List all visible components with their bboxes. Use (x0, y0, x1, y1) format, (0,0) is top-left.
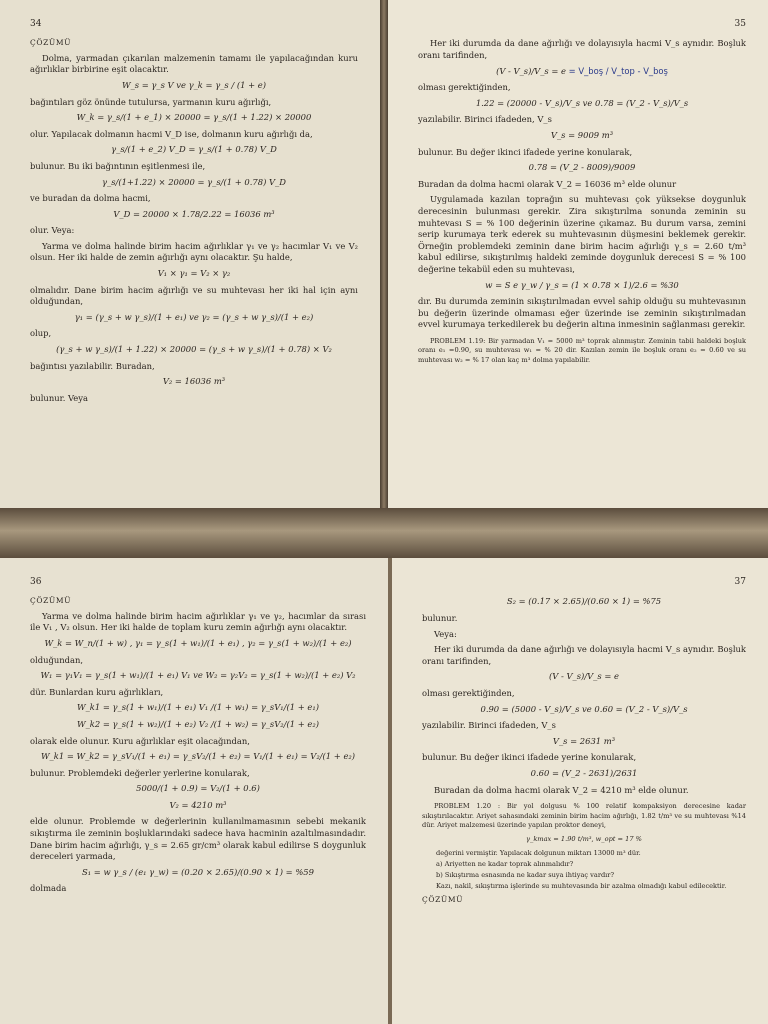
equation: W_k1 = γ_s(1 + w₁)/(1 + e₁) V₁ /(1 + w₁) = γ_sV₁/(1 + e₁) (77, 702, 319, 713)
paragraph: yazılabilir. Birinci ifadeden, V_s (418, 114, 552, 125)
page-36 (0, 558, 388, 1024)
paragraph: yazılabilir. Birinci ifadeden, V_s (422, 720, 556, 731)
equation: V_s = 9009 m³ (550, 129, 614, 140)
equation-printed: (V - V_s)/V_s = e (496, 65, 566, 76)
equation: S₂ = (0.17 × 2.65)/(0.60 × 1) = %75 (506, 596, 662, 607)
equation: W_k2 = γ_s(1 + w₂)/(1 + e₂) V₂ /(1 + w₂) = γ_sV₂/(1 + e₂) (77, 718, 319, 729)
section-heading: ÇÖZÜMÜ (30, 596, 72, 606)
paragraph: Her iki durumda da dane ağırlığı ve dolayısıyla hacmi V_s aynıdır. Boşluk oranı tarifinden, (418, 38, 746, 60)
paragraph: bulunur. Veya (30, 392, 88, 403)
equation: γ_s/(1+1.22) × 20000 = γ_s/(1 + 0.78) V_D (102, 176, 286, 187)
page-34 (0, 0, 380, 508)
equation: W₁ = γ₁V₁ = γ_s(1 + w₁)/(1 + e₁) V₁ ve W₂ = γ₂V₂ = γ_s(1 + w₂)/(1 + e₂) V₂ (40, 670, 356, 681)
equation: V_D = 20000 × 1.78/2.22 = 16036 m³ (113, 208, 275, 219)
section-heading: ÇÖZÜMÜ (422, 895, 464, 905)
paragraph: elde olunur. Problemde w değerlerinin kullanılmamasının sebebi mekanik sıkıştırma ile zeminin boşluklarındaki sadece hava hacminin azaltılmasındadır. Dane birim hacim ağırlığı, γ_s = 2.65 gr/cm³ olarak kabul edilirse S doygunluk dereceleri yarmada, (30, 816, 366, 862)
equation: V_s = 2631 m³ (552, 735, 616, 746)
paragraph: Buradan da dolma hacmi olarak V_2 = 16036 m³ elde olunur (418, 178, 677, 189)
paragraph: olur. Yapılacak dolmanın hacmi V_D ise, dolmanın kuru ağırlığı da, (30, 128, 313, 139)
page-number: 34 (30, 19, 42, 29)
paragraph: olduğundan, (30, 654, 84, 665)
paragraph: olarak elde olunur. Kuru ağırlıklar eşit olacağından, (30, 735, 250, 746)
paragraph: Buradan da dolma hacmi olarak V_2 = 4210 m³ elde olunur. (434, 784, 689, 795)
paragraph: Yarma ve dolma halinde birim hacim ağırlıklar γ₁ ve γ₂ hacımlar V₁ ve V₂ olsun. Her iki halde de zemin ağırlığı aynı olacaktır. Şu halde, (30, 240, 358, 263)
equation: V₁ × γ₁ = V₂ × γ₂ (157, 268, 231, 279)
paragraph: dür. Bunlardan kuru ağırlıkları, (30, 686, 164, 697)
paragraph: olur. Veya: (30, 225, 75, 236)
equation: W_k = W_n/(1 + w) , γ₁ = γ_s(1 + w₁)/(1 + e₁) , γ₂ = γ_s(1 + w₂)/(1 + e₂) (44, 637, 352, 648)
equation: V₂ = 16036 m³ (162, 376, 226, 387)
equation (418, 66, 746, 78)
paragraph: Veya: (434, 628, 457, 639)
equation: 1.22 = (20000 - V_s)/V_s ve 0.78 = (V_2 - V_s)/V_s (475, 97, 689, 108)
spine-shadow-horizontal (0, 508, 768, 558)
paragraph: olması gerektiğinden, (418, 82, 511, 93)
equation: V₂ = 4210 m³ (169, 799, 227, 810)
paragraph: bulunur. Bu değer ikinci ifadede yerine konularak, (422, 752, 637, 763)
paragraph: ve buradan da dolma hacmi, (30, 193, 151, 204)
equation: (γ_s + w γ_s)/(1 + 1.22) × 20000 = (γ_s + w γ_s)/(1 + 0.78) × V₂ (56, 344, 332, 355)
problem-statement: PROBLEM 1.20 : Bir yol dolgusu % 100 relatif kompaksiyon derecesine kadar sıkıştırılacaktır. Ariyet sahasındaki zeminin birim hacim ağırlığı, 1.82 t/m³ ve su muhtevası %14 dür. Ariyet malzemesi üzerinde yapılan proktor deneyi, (422, 802, 746, 830)
page-number: 35 (734, 19, 746, 29)
equation: γ₁ = (γ_s + w γ_s)/(1 + e₁) ve γ₂ = (γ_s + w γ_s)/(1 + e₂) (74, 311, 314, 322)
paragraph: olması gerektiğinden, (422, 687, 515, 698)
paragraph: dır. Bu durumda zeminin sıkıştırılmadan evvel sahip olduğu su muhtevasının bu değerin üzerinde olmaması eğer üzerinde ise zeminin sıkıştırılmadan evvel kurumaya terkedilerek bu değerin altına inmesinin sağlanması gerekir. (418, 296, 746, 330)
paragraph: Yarma ve dolma halinde birim hacim ağırlıklar γ₁ ve γ₂, hacımlar da sırası ile V₁ , V₂ olsun. Her iki halde de toplam kuru zemin ağırlığı aynı olacaktır. (30, 610, 366, 633)
equation: W_s = γ_s V ve γ_k = γ_s / (1 + e) (121, 79, 267, 90)
question-note: Kazı, nakil, sıkıştırma işlerinde su muhtevasında bir azalma olmadığı kabul edilecektir. (436, 882, 727, 891)
paragraph: olmalıdır. Dane birim hacim ağırlığı ve su muhtevası her iki hal için aynı olduğundan, (30, 284, 358, 307)
equation: 0.78 = (V_2 - 8009)/9009 (528, 162, 636, 173)
paragraph: olup, (30, 328, 52, 339)
paragraph: Dolma, yarmadan çıkarılan malzemenin tamamı ile yapılacağından kuru ağırlıklar birbirine eşit olacaktır. (30, 52, 358, 75)
equation: (V - V_s)/V_s = e (549, 671, 619, 682)
problem-statement: PROBLEM 1.19: Bir yarmadan V₁ = 5000 m³ toprak alınmıştır. Zeminin tabii haldeki boşluk oranı e₁ =0.90, su muhtevası w₁ = % 20 dir. Kazılan zemin ile boşluk oranı e₂ = 0.60 ve su muhtevası w₂ = % 17 olan kaç m³ dolma yapılabilir. (418, 336, 746, 364)
paragraph: Uygulamada kazılan toprağın su muhtevası çok yüksekse doygunluk derecesinin bulunması gerekir. Zira sıkıştırılma sonunda zeminin su muhtevası S = % 100 değerinin üzerine çıkamaz. Bu durum varsa, zemini serip kurumaya terk ederek su muhtevasının düşmesini beklemek gerekir. Örneğin problemdeki zeminin dane birim hacim ağırlığı γ_s = 2.60 t/m³ kabul edilirse, sıkıştırılmış haldeki zeminde doygunluk derecesi S = % 100 değerine tekabül eden su muhtevası, (418, 194, 746, 274)
page-37 (392, 558, 768, 1024)
paragraph: Her iki durumda da dane ağırlığı ve dolayısıyla hacmi V_s aynıdır. Boşluk oranı tarifinden, (422, 644, 746, 666)
equation: 0.90 = (5000 - V_s)/V_s ve 0.60 = (V_2 - V_s)/V_s (480, 703, 688, 714)
paragraph: bağıntısı yazılabilir. Buradan, (30, 360, 155, 371)
paragraph: bulunur. Problemdeki değerler yerlerine konularak, (30, 767, 250, 778)
problem-values: γ_kmax = 1.90 t/m³, w_opt = 17 % (526, 834, 642, 843)
equation: W_k1 = W_k2 = γ_sV₁/(1 + e₁) = γ_sV₂/(1 + e₂) = V₁/(1 + e₁) = V₂/(1 + e₂) (40, 751, 356, 762)
section-heading: ÇÖZÜMÜ (30, 38, 72, 48)
page-number: 37 (734, 577, 746, 587)
equation: W_k = γ_s/(1 + e_1) × 20000 = γ_s/(1 + 1.22) × 20000 (76, 112, 312, 123)
paragraph: bulunur. (422, 613, 458, 623)
equation: 5000/(1 + 0.9) = V₂/(1 + 0.6) (136, 783, 260, 794)
question-b: b) Sıkıştırma esnasında ne kadar suya ihtiyaç vardır? (436, 871, 614, 880)
page-35 (388, 0, 768, 508)
paragraph: bağıntıları göz önünde tutulursa, yarmanın kuru ağırlığı, (30, 96, 272, 107)
page-number: 36 (30, 577, 42, 587)
question-a: a) Ariyetten ne kadar toprak alınmalıdır? (436, 859, 574, 868)
equation: γ_s/(1 + e_2) V_D = γ_s/(1 + 0.78) V_D (111, 144, 277, 155)
paragraph: dolmada (30, 883, 67, 894)
equation: S₁ = w γ_s / (e₁ γ_w) = (0.20 × 2.65)/(0.90 × 1) = %59 (82, 866, 314, 877)
equation: w = S e γ_w / γ_s = (1 × 0.78 × 1)/2.6 = %30 (485, 279, 679, 290)
paragraph: bulunur. Bu iki bağıntının eşitlenmesi ile, (30, 160, 206, 171)
paragraph: bulunur. Bu değer ikinci ifadede yerine konularak, (418, 146, 633, 157)
equation: 0.60 = (V_2 - 2631)/2631 (530, 767, 638, 778)
handwritten-annotation: = V_boş / V_top - V_boş (568, 65, 668, 76)
problem-text: değerini vermiştir. Yapılacak dolgunun miktarı 13000 m³ dür. (436, 848, 641, 857)
